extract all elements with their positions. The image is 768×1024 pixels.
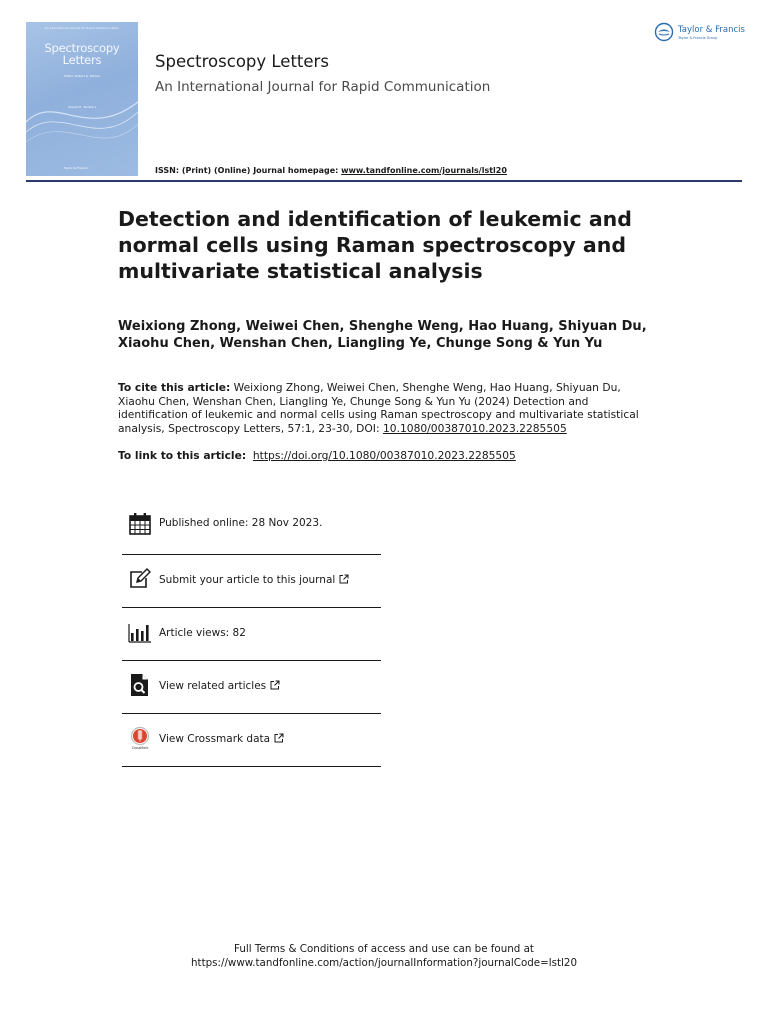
crossmark-link[interactable] (159, 733, 284, 745)
issn-line (155, 166, 507, 175)
journal-cover-image (26, 22, 138, 176)
submit-article-label: Submit your article to this journal (159, 574, 336, 586)
related-articles-item[interactable] (122, 661, 381, 714)
crossmark-item[interactable] (122, 714, 381, 767)
article-authors: Weixiong Zhong, Weiwei Chen, Shenghe Weng, Hao Huang, Shiyuan Du, Xiaohu Chen, Wenshan Chen, Liangling Ye, Chunge Song & Yun Yu (118, 319, 647, 351)
crossmark-icon (128, 726, 152, 750)
doi-link[interactable]: 10.1080/00387010.2023.2285505 (382, 421, 567, 435)
article-info-list (122, 498, 381, 767)
publisher-group: Taylor & Francis Group (678, 36, 718, 40)
cover-editor: Editor: Robert G. Michel (64, 74, 100, 78)
cover-top-text: An International Journal for Rapid Communication (44, 26, 120, 30)
related-articles-link[interactable] (159, 680, 280, 692)
publisher-name: Taylor & Francis (678, 25, 745, 35)
citation-label: To cite this article: (118, 381, 231, 394)
footer-line-1: Full Terms & Conditions of access and use can be found at (234, 943, 534, 955)
bar-chart-icon (128, 620, 152, 644)
article-link-block (118, 449, 516, 462)
edit-icon (128, 567, 152, 591)
related-articles-icon (128, 673, 152, 697)
article-views-text: Article views: 82 (159, 627, 246, 639)
header-divider (26, 180, 742, 182)
cover-waves-graphic (26, 82, 138, 152)
article-doi-url[interactable]: https://doi.org/10.1080/00387010.2023.2285505 (252, 449, 516, 462)
published-online-item (122, 498, 381, 555)
publisher-logo (654, 22, 746, 46)
external-link-icon (270, 680, 280, 690)
journal-homepage-link[interactable]: www.tandfonline.com/journals/lstl20 (341, 166, 507, 175)
citation-block (118, 381, 658, 435)
crossmark-label: View Crossmark data (159, 733, 271, 745)
footer-terms-url[interactable]: https://www.tandfonline.com/action/journalInformation?journalCode=lstl20 (191, 956, 577, 969)
journal-title: Spectroscopy Letters (155, 52, 329, 71)
cover-title (26, 42, 138, 66)
submit-article-link[interactable] (159, 574, 349, 586)
cover-volume: Volume 37 · Number 1 (67, 106, 97, 109)
submit-article-item[interactable] (122, 555, 381, 608)
cover-publisher-logo: Taylor & Francis (64, 166, 88, 170)
related-articles-label: View related articles (159, 680, 267, 692)
issn-text: ISSN: (Print) (Online) Journal homepage: (155, 166, 342, 175)
article-views-item (122, 608, 381, 661)
citation-text: Weixiong Zhong, Weiwei Chen, Shenghe Weng, Hao Huang, Shiyuan Du, Xiaohu Chen, Wenshan Chen, Liangling Ye, Chunge Song & Yun Yu (2024) Detection and identification of leukemic and normal cells using Raman spectroscopy and multivariate statistical analysis, Spectroscopy Letters, 57:1, 23-30, DOI: (118, 381, 639, 435)
crossmark-logo-text: CrossMark (131, 746, 149, 750)
calendar-icon (128, 512, 152, 536)
cover-title-line2: Letters (62, 53, 102, 67)
article-title: Detection and identification of leukemic and normal cells using Raman spectroscopy and multivariate statistical analysis (118, 207, 632, 283)
footer-terms (0, 943, 768, 970)
article-link-label: To link to this article: (118, 449, 247, 462)
cover-title-line1: Spectroscopy (44, 41, 120, 55)
journal-subtitle: An International Journal for Rapid Communication (155, 79, 491, 95)
published-online-text: Published online: 28 Nov 2023. (159, 517, 323, 529)
external-link-icon (274, 733, 284, 743)
publisher-logo-icon (654, 22, 674, 42)
external-link-icon (339, 574, 349, 584)
